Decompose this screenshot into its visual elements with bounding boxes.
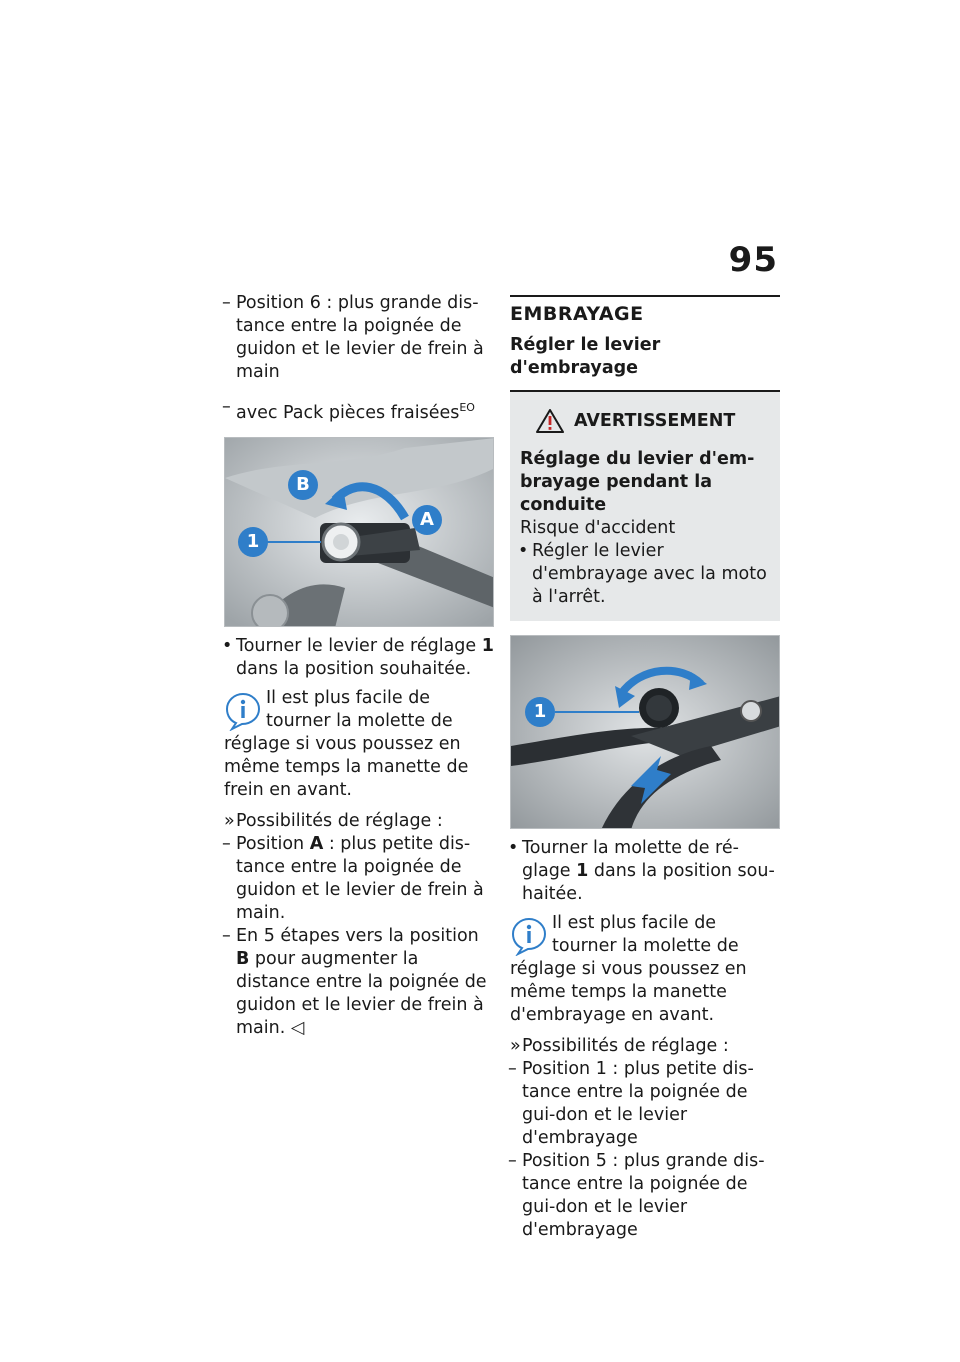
warning-header <box>520 408 770 434</box>
position-a-rest: : plus petite dis-tance entre la poignée de guidon et le levier de frein à main. <box>236 833 484 923</box>
info-text-2: Il est plus facile de tourner la molette de réglage si vous poussez en même temps la manette d'embrayage en avant. <box>510 913 747 1025</box>
steps-letter: B <box>236 948 250 969</box>
clutch-lever-illustration <box>511 636 780 829</box>
position-6-item: – Position 6 : plus grande dis-tance entre la poignée de guidon et le levier de frein à main <box>224 292 494 384</box>
page-number: 95 <box>728 240 778 280</box>
position-1-item: – Position 1 : plus petite dis-tance entre la poignée de gui-don et le levier d'embrayage <box>510 1058 780 1150</box>
section-title: EMBRAYAGE <box>510 303 644 325</box>
pack-note <box>224 396 494 425</box>
info-icon <box>224 691 262 731</box>
figure2-badge-1: 1 <box>525 697 555 727</box>
figure-badge-1: 1 <box>238 527 268 557</box>
left-column <box>224 292 494 1040</box>
position-a-letter: A <box>309 833 324 854</box>
figure-badge-a: A <box>412 505 442 535</box>
pack-note-sup: EO <box>459 401 475 414</box>
position-5-item: – Position 5 : plus grande dis-tance entre la poignée de gui-don et le levier d'embrayage <box>510 1150 780 1242</box>
info-text: Il est plus facile de tourner la molette de réglage si vous poussez en même temps la manette de frein en avant. <box>224 687 469 800</box>
steps-rest: pour augmenter la distance entre la poignée de guidon et le levier de frein à main. <box>236 948 487 1038</box>
info-note-2 <box>510 912 780 1027</box>
info-icon <box>510 916 548 956</box>
figure-badge-b: B <box>288 470 318 500</box>
turn-knob-bullet <box>510 837 780 906</box>
steps-pre: En 5 étapes vers la position <box>236 925 479 946</box>
turn-lever-number: 1 <box>481 635 494 656</box>
turn-lever-text: Tourner le levier de réglage <box>236 635 477 656</box>
end-mark-icon: ◁ <box>290 1017 305 1038</box>
warning-risk: Risque d'accident <box>520 518 676 538</box>
warning-triangle-icon <box>536 408 564 434</box>
turn-knob-rest: dans la position sou-haitée. <box>522 861 775 904</box>
right-column <box>510 292 780 1242</box>
warning-box <box>510 392 780 621</box>
warning-title: AVERTISSEMENT <box>574 410 736 431</box>
position-a-item <box>224 833 494 925</box>
warning-subtitle: Réglage du levier d'em-brayage pendant la conduite <box>520 449 755 515</box>
brake-lever-figure <box>224 437 494 627</box>
clutch-lever-figure <box>510 635 780 829</box>
turn-knob-text: Tourner la molette de ré-glage <box>522 838 739 881</box>
section-rule <box>510 295 780 392</box>
turn-lever-rest: dans la position souhaitée. <box>236 658 472 679</box>
sub-title: Régler le levier d'embrayage <box>510 334 780 392</box>
possibilities-heading: » Possibilités de réglage : <box>224 810 494 833</box>
steps-item <box>224 925 494 1040</box>
info-note <box>224 687 494 802</box>
turn-knob-number: 1 <box>576 861 589 881</box>
position-a-pre: Position <box>236 833 305 854</box>
pack-note-text: avec Pack pièces fraisées <box>236 402 460 423</box>
warning-bullet: • Régler le levier d'embrayage avec la moto à l'arrêt. <box>520 540 770 609</box>
brake-lever-illustration <box>225 438 494 627</box>
turn-lever-bullet <box>224 635 494 681</box>
possibilities-heading-2: » Possibilités de réglage : <box>510 1035 780 1058</box>
